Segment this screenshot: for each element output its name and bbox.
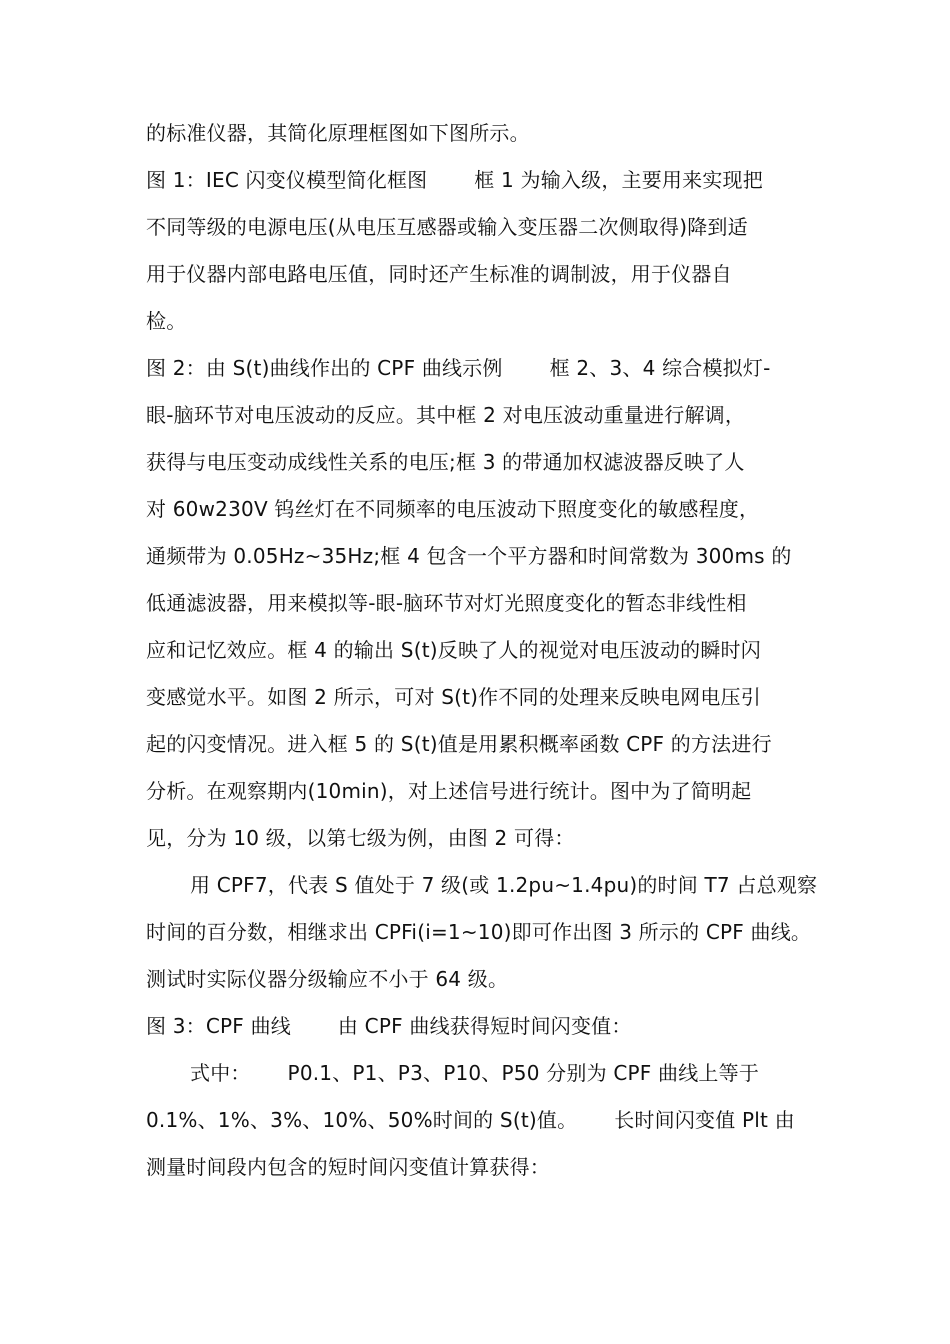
text-line: 的标准仪器，其简化原理框图如下图所示。 bbox=[146, 121, 530, 145]
text-line: 分析。在观察期内(10min)，对上述信号进行统计。图中为了简明起 bbox=[146, 779, 752, 803]
text-line: 测试时实际仪器分级输应不小于 64 级。 bbox=[146, 967, 509, 991]
text-line: 测量时间段内包含的短时间闪变值计算获得： bbox=[146, 1155, 550, 1179]
text-line: 式中： P0.1、P1、P3、P10、P50 分别为 CPF 曲线上等于 bbox=[190, 1061, 760, 1085]
text-line: 用 CPF7，代表 S 值处于 7 级(或 1.2pu~1.4pu)的时间 T7 占总观察 bbox=[190, 873, 818, 897]
text-line: 变感觉水平。如图 2 所示，可对 S(t)作不同的处理来反映电网电压引 bbox=[146, 685, 761, 709]
text-line: 通频带为 0.05Hz~35Hz;框 4 包含一个平方器和时间常数为 300ms 的 bbox=[146, 544, 792, 568]
text-line: 眼-脑环节对电压波动的反应。其中框 2 对电压波动重量进行解调， bbox=[146, 403, 746, 427]
text-line: 0.1%、1%、3%、10%、50%时间的 S(t)值。 长时间闪变值 Plt 由 bbox=[146, 1108, 795, 1132]
text-line: 不同等级的电源电压(从电压互感器或输入变压器二次侧取得)降到适 bbox=[146, 215, 748, 239]
text-line: 图 1：IEC 闪变仪模型简化框图 框 1 为输入级，主要用来实现把 bbox=[146, 168, 763, 192]
text-line: 见，分为 10 级，以第七级为例，由图 2 可得： bbox=[146, 826, 575, 850]
text-line: 应和记忆效应。框 4 的输出 S(t)反映了人的视觉对电压波动的瞬时闪 bbox=[146, 638, 761, 662]
text-line: 获得与电压变动成线性关系的电压;框 3 的带通加权滤波器反映了人 bbox=[146, 450, 745, 474]
text-line: 起的闪变情况。进入框 5 的 S(t)值是用累积概率函数 CPF 的方法进行 bbox=[146, 732, 772, 756]
text-line: 检。 bbox=[146, 309, 187, 333]
text-line: 图 3：CPF 曲线 由 CPF 曲线获得短时间闪变值： bbox=[146, 1014, 632, 1038]
text-line: 用于仪器内部电路电压值，同时还产生标准的调制波，用于仪器自 bbox=[146, 262, 732, 286]
text-line: 对 60w230V 钨丝灯在不同频率的电压波动下照度变化的敏感程度， bbox=[146, 497, 760, 521]
body-text bbox=[146, 110, 826, 1191]
text-line: 时间的百分数，相继求出 CPFi(i=1~10)即可作出图 3 所示的 CPF 曲线。 bbox=[146, 920, 812, 944]
text-line: 低通滤波器，用来模拟等-眼-脑环节对灯光照度变化的暂态非线性相 bbox=[146, 591, 747, 615]
text-line: 图 2：由 S(t)曲线作出的 CPF 曲线示例 框 2、3、4 综合模拟灯- bbox=[146, 356, 771, 380]
